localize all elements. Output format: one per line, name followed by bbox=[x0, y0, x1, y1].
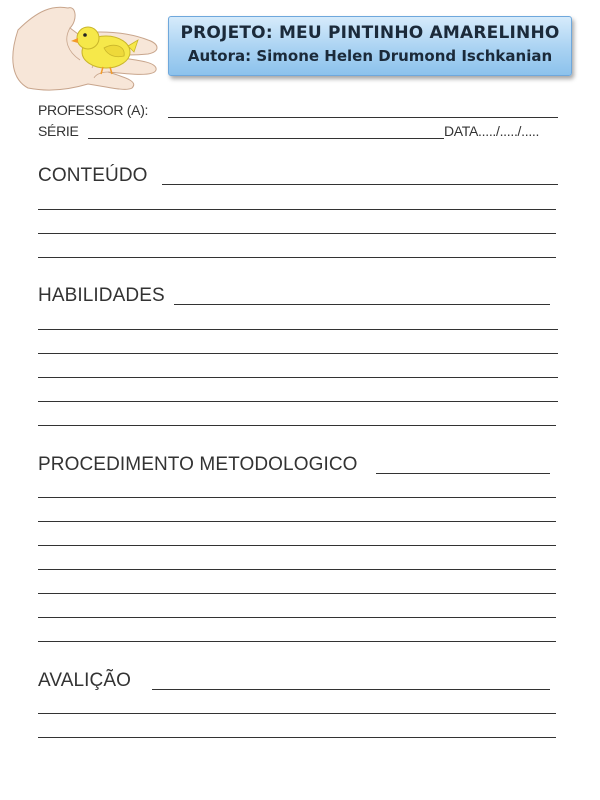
writing-line[interactable] bbox=[38, 569, 556, 570]
hand-holding-chick-icon bbox=[8, 0, 168, 100]
writing-line[interactable] bbox=[38, 401, 558, 402]
writing-line[interactable] bbox=[38, 737, 556, 738]
writing-line[interactable] bbox=[38, 497, 556, 498]
title-box bbox=[168, 16, 572, 76]
section-label-habilidades: HABILIDADES bbox=[38, 285, 165, 306]
writing-line[interactable] bbox=[376, 473, 550, 474]
writing-line[interactable] bbox=[38, 377, 558, 378]
professor-label: PROFESSOR (A): bbox=[38, 102, 149, 118]
writing-line[interactable] bbox=[38, 713, 556, 714]
writing-line[interactable] bbox=[38, 425, 556, 426]
writing-line[interactable] bbox=[38, 233, 556, 234]
writing-line[interactable] bbox=[38, 257, 556, 258]
writing-line[interactable] bbox=[38, 617, 556, 618]
writing-line[interactable] bbox=[38, 521, 556, 522]
writing-line[interactable] bbox=[38, 593, 556, 594]
section-label-procedimento: PROCEDIMENTO METODOLOGICO bbox=[38, 454, 358, 475]
writing-line[interactable] bbox=[38, 329, 558, 330]
writing-line[interactable] bbox=[38, 545, 556, 546]
project-title: PROJETO: MEU PINTINHO AMARELINHO bbox=[180, 23, 560, 43]
section-label-avaliacao: AVALIÇÃO bbox=[38, 670, 132, 691]
author-line: Autora: Simone Helen Drumond Ischkanian bbox=[187, 47, 553, 65]
serie-label: SÉRIE bbox=[38, 123, 79, 139]
writing-line[interactable] bbox=[38, 209, 556, 210]
writing-line[interactable] bbox=[152, 689, 550, 690]
writing-line[interactable] bbox=[38, 353, 558, 354]
data-label: DATA...../...../..... bbox=[444, 123, 540, 139]
writing-line[interactable] bbox=[162, 184, 558, 185]
section-label-conteudo: CONTEÚDO bbox=[38, 165, 148, 186]
professor-field[interactable] bbox=[168, 117, 558, 118]
writing-line[interactable] bbox=[38, 641, 556, 642]
serie-field[interactable] bbox=[88, 138, 444, 139]
writing-line[interactable] bbox=[174, 304, 550, 305]
